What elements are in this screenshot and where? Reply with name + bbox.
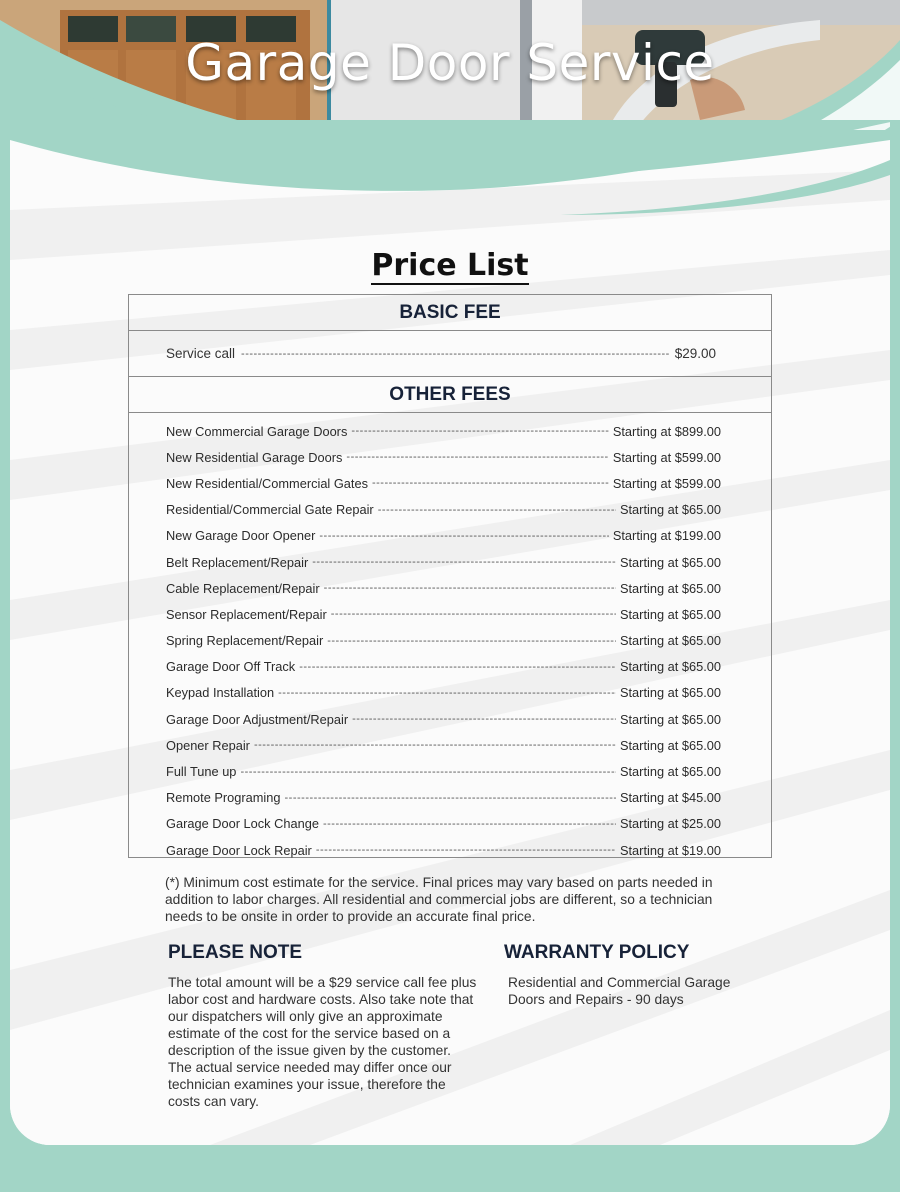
fee-name: Garage Door Adjustment/Repair (166, 711, 349, 727)
warranty-heading: WARRANTY POLICY (504, 942, 690, 963)
dotted-leader (351, 425, 609, 437)
fee-price: Starting at $45.00 (619, 790, 721, 806)
dotted-leader (278, 687, 616, 699)
table-row (129, 732, 771, 758)
table-row (129, 811, 771, 837)
fee-name: Cable Replacement/Repair (166, 580, 320, 596)
table-row (129, 575, 771, 601)
fee-name: Garage Door Lock Repair (166, 842, 312, 858)
fee-price: $29.00 (674, 346, 716, 361)
fee-name: New Residential Garage Doors (166, 449, 343, 465)
dotted-leader (372, 477, 609, 489)
fee-price: Starting at $65.00 (619, 685, 721, 701)
table-row (129, 497, 771, 523)
please-note-section (168, 942, 478, 1110)
fee-price: Starting at $19.00 (619, 842, 721, 858)
fee-name: New Residential/Commercial Gates (166, 475, 368, 491)
warranty-text: Residential and Commercial Garage Doors and Repairs - 90 days (508, 975, 731, 1007)
dotted-leader (327, 635, 616, 647)
fee-price: Starting at $65.00 (619, 502, 721, 518)
fee-name: New Garage Door Opener (166, 528, 316, 544)
fee-price: Starting at $599.00 (612, 449, 721, 465)
table-row (129, 418, 771, 444)
other-fees-list (129, 413, 771, 863)
basic-fee-heading: BASIC FEE (129, 295, 771, 331)
fee-name: Garage Door Off Track (166, 659, 296, 675)
table-row (129, 549, 771, 575)
dotted-leader (241, 348, 669, 360)
price-list-title-text: Price List (371, 248, 529, 283)
dotted-leader (352, 713, 616, 725)
dotted-leader (319, 530, 608, 542)
dotted-leader (285, 792, 616, 804)
fee-price: Starting at $199.00 (612, 528, 721, 544)
fee-name: Residential/Commercial Gate Repair (166, 502, 374, 518)
dotted-leader (240, 766, 616, 778)
fee-price: Starting at $65.00 (619, 633, 721, 649)
fee-name: Spring Replacement/Repair (166, 633, 324, 649)
fee-price: Starting at $65.00 (619, 737, 721, 753)
dotted-leader (378, 504, 616, 516)
table-row (129, 628, 771, 654)
price-list-title (0, 248, 900, 284)
dotted-leader (331, 608, 616, 620)
table-row (129, 837, 771, 863)
fee-name: Opener Repair (166, 737, 250, 753)
fee-price: Starting at $65.00 (619, 580, 721, 596)
price-table (128, 294, 772, 858)
fee-name: Garage Door Lock Change (166, 816, 319, 832)
fee-name: Full Tune up (166, 764, 237, 780)
fee-price: Starting at $65.00 (619, 711, 721, 727)
table-row (129, 444, 771, 470)
table-row (129, 706, 771, 732)
table-row (129, 785, 771, 811)
fee-name: Belt Replacement/Repair (166, 554, 309, 570)
fee-price: Starting at $25.00 (619, 816, 721, 832)
dotted-leader (323, 818, 616, 830)
fee-price: Starting at $65.00 (619, 554, 721, 570)
footnote: (*) Minimum cost estimate for the service. Final prices may vary based on parts needed in addition to labor charges. All residential and commercial jobs are different, so a technician needs to be onsite in order to provide an accurate final price. (165, 875, 713, 924)
fee-price: Starting at $65.00 (619, 659, 721, 675)
fee-price: Starting at $599.00 (612, 475, 721, 491)
fee-name: New Commercial Garage Doors (166, 423, 348, 439)
please-note-text: The total amount will be a $29 service call fee plus labor cost and hardware costs. Also take note that our dispatchers will only give an approximate estimate of the cost for the service based on a description of the issue given by the customer. The actual service needed may differ once our technician examines your issue, therefore the costs can vary. (168, 975, 477, 1109)
fee-price: Starting at $899.00 (612, 423, 721, 439)
fee-name: Keypad Installation (166, 685, 275, 701)
other-fees-heading: OTHER FEES (129, 377, 771, 413)
table-row (129, 758, 771, 784)
fee-name: Remote Programing (166, 790, 281, 806)
please-note-heading: PLEASE NOTE (168, 942, 303, 963)
page-title: Garage Door Service (185, 34, 715, 92)
dotted-leader (312, 556, 616, 568)
fee-price: Starting at $65.00 (619, 764, 721, 780)
table-row (129, 470, 771, 496)
fee-price: Starting at $65.00 (619, 606, 721, 622)
warranty-section (504, 942, 764, 1008)
dotted-leader (254, 739, 616, 751)
table-row (129, 601, 771, 627)
fee-name: Service call (166, 346, 236, 361)
table-row (129, 523, 771, 549)
dotted-leader (316, 844, 616, 856)
dotted-leader (324, 582, 616, 594)
table-row (129, 331, 771, 377)
table-row (129, 680, 771, 706)
fee-name: Sensor Replacement/Repair (166, 606, 327, 622)
dotted-leader (346, 451, 608, 463)
dotted-leader (299, 661, 616, 673)
table-row (129, 654, 771, 680)
